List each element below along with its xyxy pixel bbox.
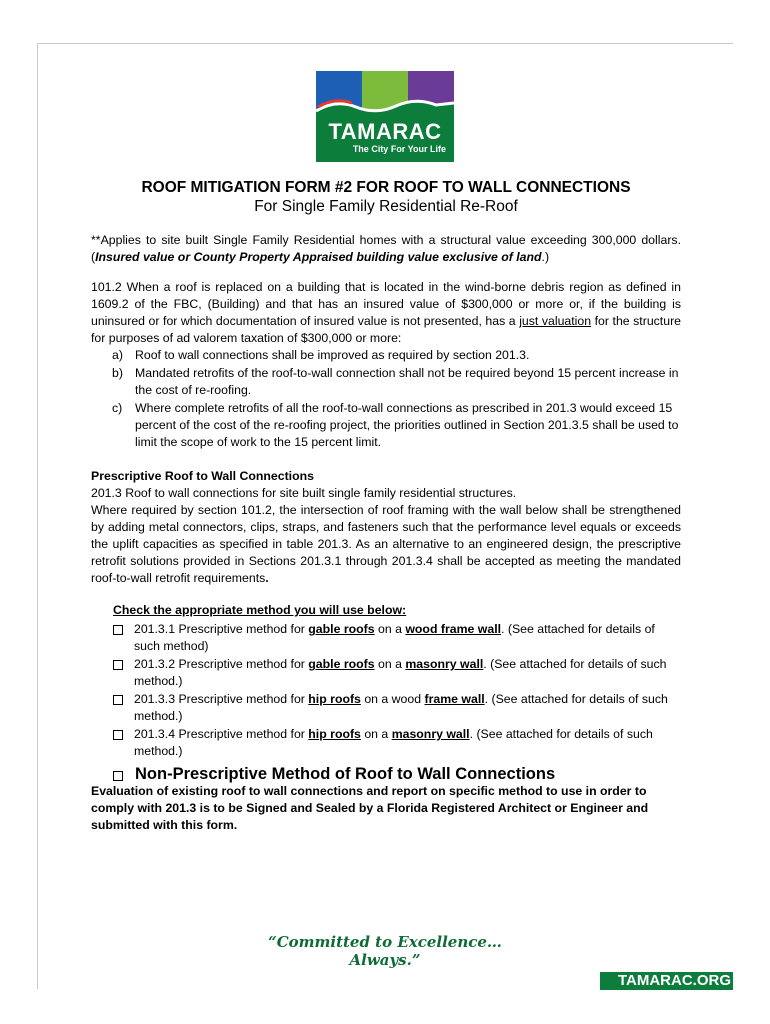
option-roof-type: hip roofs xyxy=(308,692,361,706)
option-wall-type: wood frame wall xyxy=(405,622,502,636)
checkbox[interactable] xyxy=(113,730,123,740)
motto: “Committed to Excellence…Always.” xyxy=(268,933,502,969)
list-item xyxy=(91,400,681,451)
list-item-text: Mandated retrofits of the roof-to-wall connection shall not be required beyond 15 percent increase in the cost of re-roofing. xyxy=(135,366,679,397)
option-text: 201.3.4 Prescriptive method for xyxy=(134,727,309,741)
prescriptive-heading: Prescriptive Roof to Wall Connections xyxy=(91,469,314,483)
checkbox[interactable] xyxy=(113,771,123,781)
list-marker: a) xyxy=(112,348,123,362)
prescriptive-line: 201.3 Roof to wall connections for site built single family residential structures. xyxy=(91,486,517,500)
section-101-2-list xyxy=(91,347,681,451)
method-option-201-3-2[interactable] xyxy=(113,656,681,690)
list-item-text: Where complete retrofits of all the roof-to-wall connections as prescribed in 201.3 would exceed 15 percent of the cost of the re-roofing project, the priorities outlined in Section 201.3.5 shall be used to limit the scope of work to the 15 percent limit. xyxy=(135,401,679,449)
prescriptive-paragraph xyxy=(91,502,681,587)
logo-wave-icon xyxy=(316,97,454,119)
checkbox[interactable] xyxy=(113,660,123,670)
just-valuation-text: just valuation xyxy=(519,314,592,328)
logo-tagline: The City For Your Life xyxy=(352,144,446,154)
prescriptive-text: Where required by section 101.2, the intersection of roof framing with the wall below shall be strengthened by adding metal connectors, clips, straps, and fasteners such that the performance level equals or exceeds the uplift capacities as specified in table 201.3. As an alternative to an engineered design, the prescriptive retrofit solutions provided in Sections 201.3.1 through 201.3.4 shall be accepted as meeting the mandated roof-to-wall retrofit requirements xyxy=(91,503,681,585)
option-roof-type: gable roofs xyxy=(308,657,375,671)
option-wall-type: masonry wall xyxy=(391,727,470,741)
checkbox[interactable] xyxy=(113,625,123,635)
option-text: . (See attached for details of such method.) xyxy=(134,657,667,688)
option-text: 201.3.3 Prescriptive method for xyxy=(134,692,309,706)
method-option-201-3-3[interactable] xyxy=(113,691,681,725)
evaluation-paragraph: Evaluation of existing roof to wall connections and report on specific method to use in order to comply with 201.3 is to be Signed and Sealed by a Florida Registered Architect or Engineer and submitted with this form. xyxy=(91,784,649,832)
option-text: 201.3.1 Prescriptive method for xyxy=(134,622,309,636)
logo-brand: TAMARAC xyxy=(328,119,442,144)
checkbox[interactable] xyxy=(113,695,123,705)
section-101-2-paragraph xyxy=(91,279,681,347)
logo-name-block xyxy=(316,111,454,162)
applies-text: **Applies to site built Single Family Residential homes with a structural value exceeding 300,000 dollars. ( xyxy=(91,233,681,264)
section-101-2-text-end: for the structure for purposes of ad valorem taxation of $300,000 or more: xyxy=(91,314,681,345)
option-text: . (See attached for details of such method.) xyxy=(134,727,653,758)
applies-emphasis: Insured value or County Property Appraised building value exclusive of land xyxy=(95,250,542,264)
option-label xyxy=(134,656,681,690)
applies-paragraph xyxy=(91,232,681,266)
option-text: . (See attached for details of such method) xyxy=(134,622,655,653)
non-prescriptive-option[interactable] xyxy=(91,766,681,783)
option-roof-type: gable roofs xyxy=(308,622,375,636)
option-text: 201.3.2 Prescriptive method for xyxy=(134,657,309,671)
section-101-2-text: 101.2 When a roof is replaced on a building that is located in the wind-borne debris region as defined in 1609.2 of the FBC, (Building) and that has an insured value of $300,000 or more or, if the building is uninsured or for which documentation of insured value is not presented, has a xyxy=(91,280,681,328)
method-option-201-3-1[interactable] xyxy=(113,621,681,655)
list-item-text: Roof to wall connections shall be improved as required by section 201.3. xyxy=(135,348,530,362)
option-text: on a xyxy=(374,622,406,636)
footer-url: TAMARAC.ORG xyxy=(600,972,733,990)
form-body xyxy=(91,232,681,834)
list-item xyxy=(91,365,681,399)
option-text: on a wood xyxy=(360,692,425,706)
option-label xyxy=(134,621,681,655)
list-marker: b) xyxy=(112,366,123,380)
option-label xyxy=(134,691,681,725)
option-text: . (See attached for details of such method.) xyxy=(134,692,668,723)
form-title: ROOF MITIGATION FORM #2 FOR ROOF TO WALL CONNECTIONS xyxy=(141,179,631,196)
applies-end: .) xyxy=(541,250,550,264)
prescriptive-text-end: . xyxy=(265,571,269,585)
option-text: on a xyxy=(374,657,406,671)
list-marker: c) xyxy=(112,401,123,415)
form-subtitle: For Single Family Residential Re-Roof xyxy=(254,198,518,215)
option-text: on a xyxy=(360,727,392,741)
list-item xyxy=(91,347,681,364)
option-roof-type: hip roofs xyxy=(308,727,361,741)
checklist-heading: Check the appropriate method you will use below: xyxy=(113,603,407,617)
method-checklist xyxy=(91,602,681,760)
option-wall-type: masonry wall xyxy=(405,657,484,671)
option-label xyxy=(134,726,681,760)
tamarac-logo xyxy=(316,71,454,162)
option-wall-type: frame wall xyxy=(424,692,485,706)
non-prescriptive-label: Non-Prescriptive Method of Roof to Wall Connections xyxy=(135,765,556,783)
method-option-201-3-4[interactable] xyxy=(113,726,681,760)
